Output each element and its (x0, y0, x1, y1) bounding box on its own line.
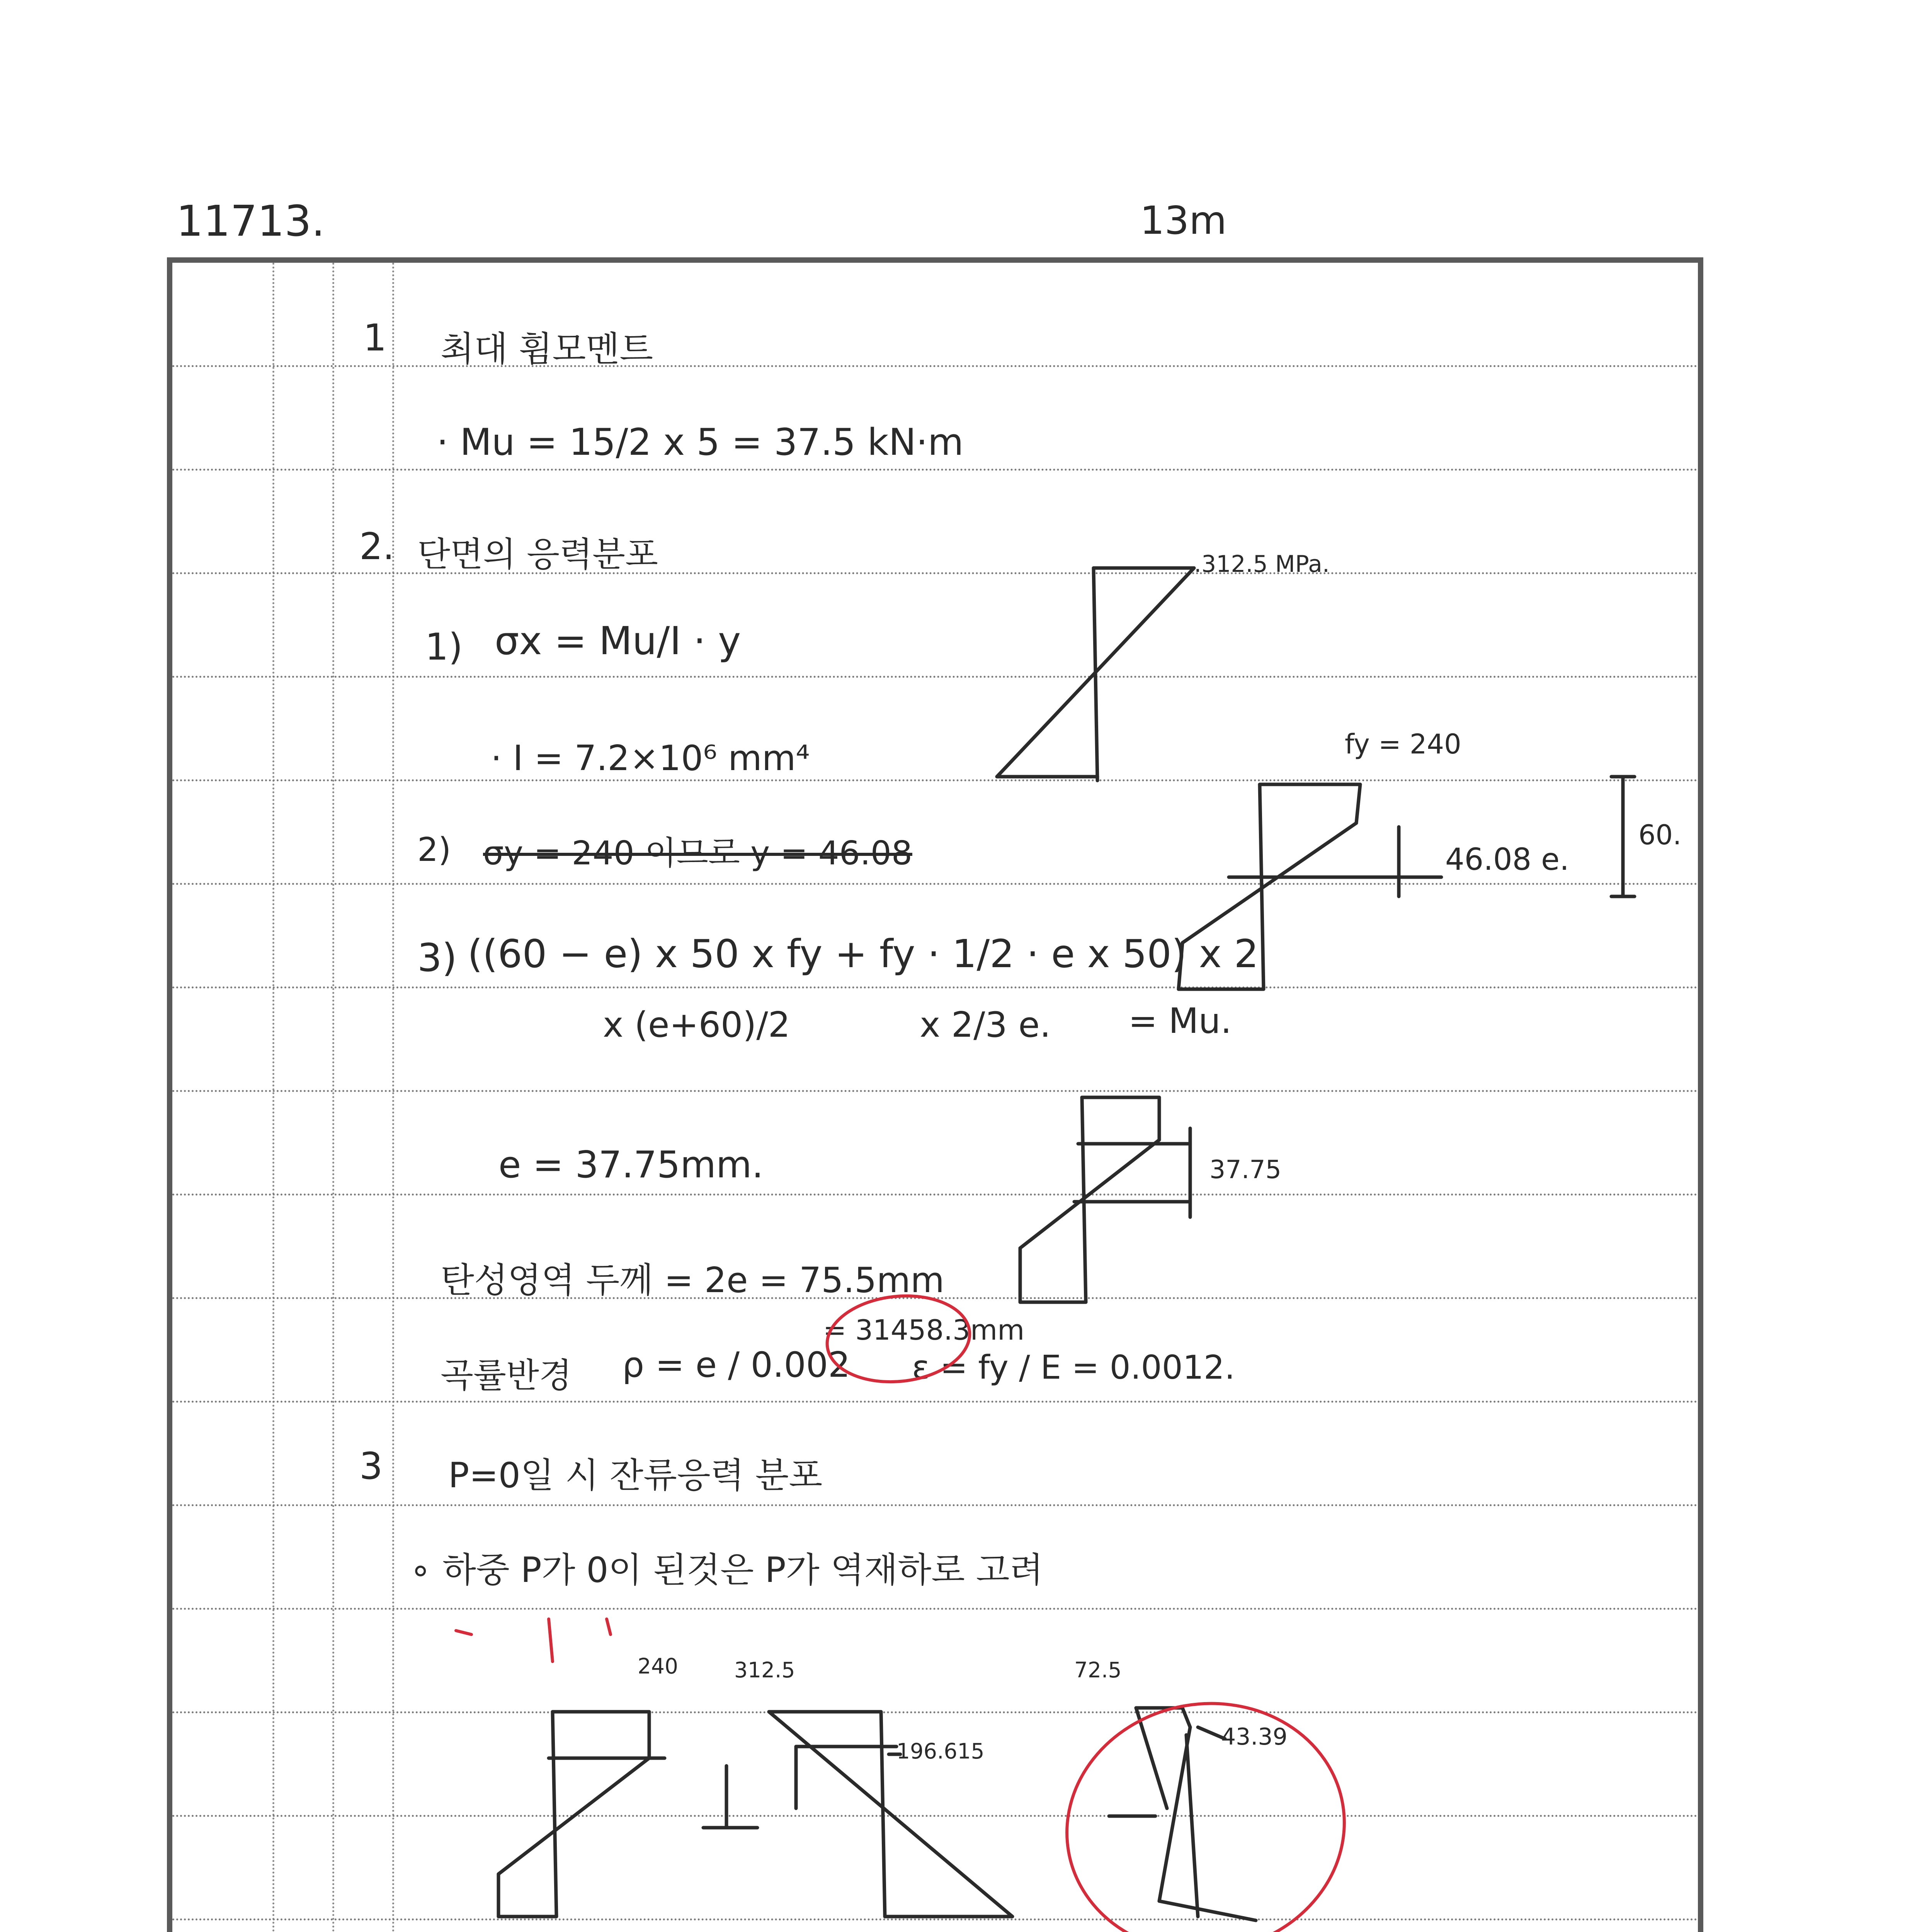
curvature-label: 곡률반경 (441, 1355, 572, 1395)
curvature-result: = 31458.3mm (823, 1314, 1025, 1346)
header-right-note: 13m (1140, 198, 1227, 243)
red-circle-curvature (823, 1289, 974, 1388)
e-result: e = 37.75mm. (498, 1144, 764, 1186)
curvature-equation: ρ = e / 0.002 (622, 1345, 850, 1385)
section-2-title: 단면의 응력분포 (417, 534, 658, 574)
section-1-title: 최대 휨모멘트 (441, 329, 653, 369)
residual-diagram-a (498, 1712, 757, 1917)
strain-equation: ε = fy / E = 0.0012. (912, 1349, 1235, 1387)
diagram-2-e-label: 46.08 e. (1445, 842, 1569, 877)
item-1-label: 1) (425, 626, 463, 668)
moment-of-inertia: · I = 7.2×10⁶ mm⁴ (491, 738, 810, 779)
section-1-number: 1 (363, 317, 387, 359)
plastic-zone-diagram (1020, 1097, 1190, 1302)
section-3-note: ∘ 하중 P가 0이 된것은 P가 역재하로 고려 (410, 1550, 1043, 1590)
elastoplastic-stress-diagram (1179, 777, 1635, 989)
item-3-equation-line-2c: = Mu. (1128, 1001, 1232, 1041)
diagram-4-label-c: 196.615 (896, 1739, 985, 1764)
diagram-4-label-b: 312.5 (734, 1658, 795, 1682)
item-3-label: 3) (417, 935, 457, 980)
diagram-3-label: 37.75 (1209, 1155, 1282, 1184)
section-1-equation: · Mu = 15/2 x 5 = 37.5 kN·m (437, 421, 964, 464)
diagram-1-label: .312.5 MPa. (1194, 551, 1330, 578)
item-3-equation-line-2a: x (e+60)/2 (603, 1005, 790, 1045)
diagram-4-label-e: 43.39 (1221, 1723, 1288, 1750)
elastic-thickness: 탄성영역 두께 = 2e = 75.5mm (441, 1260, 944, 1301)
section-3-title: P=0일 시 잔류응력 분포 (448, 1455, 823, 1496)
item-1-equation: σx = Mu/I · y (495, 618, 741, 663)
diagram-4-label-a: 240 (638, 1654, 678, 1679)
item-2-struck: σy = 240 이므로 y = 46.08 (483, 834, 912, 872)
section-3-number: 3 (359, 1445, 383, 1488)
item-3-equation-line-1: ((60 − e) x 50 x fy + fy · 1/2 · e x 50) x 2 (468, 931, 1259, 976)
red-circle-residual (1047, 1682, 1364, 1932)
diagram-2-depth-label: 60. (1638, 819, 1682, 851)
item-2-label: 2) (417, 831, 451, 869)
item-3-equation-line-2b: x 2/3 e. (920, 1005, 1051, 1045)
diagram-2-fy-label: fy = 240 (1345, 728, 1461, 760)
section-2-number: 2. (359, 526, 395, 568)
elastic-stress-diagram (997, 568, 1194, 781)
diagram-4-label-d: 72.5 (1074, 1658, 1122, 1682)
header-left-note: 11713. (176, 196, 325, 246)
